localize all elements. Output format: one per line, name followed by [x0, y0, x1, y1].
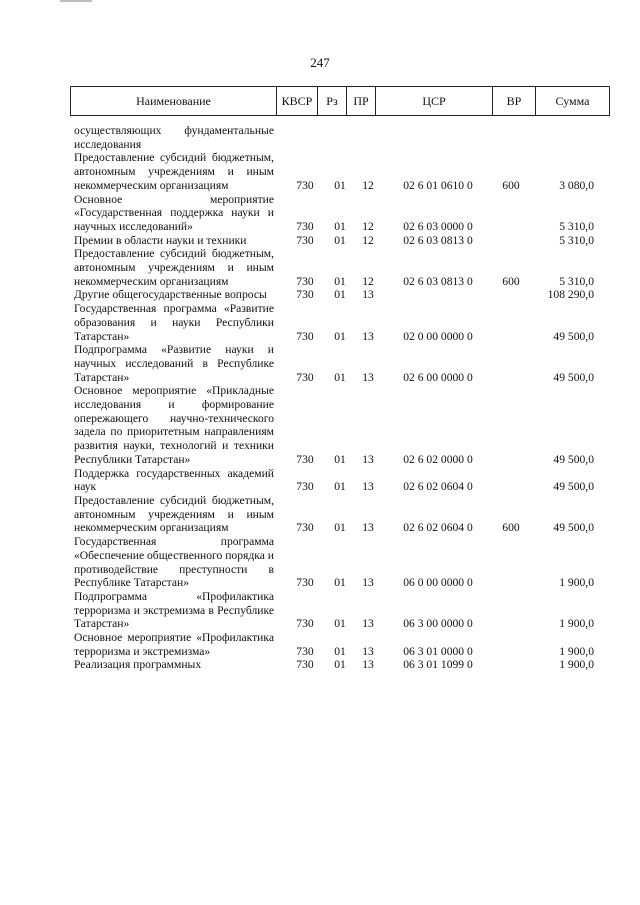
cell-name: Предоставление субсидий бюджетным, автономным учреждениям и иным некоммерческим организациям — [74, 151, 274, 192]
cell-csr: 06 3 01 0000 0 — [403, 644, 473, 658]
scan-mark — [60, 0, 92, 2]
cell-csr: 02 6 02 0604 0 — [403, 521, 473, 535]
cell-pr: 13 — [362, 370, 374, 384]
cell-pr: 12 — [362, 274, 374, 288]
cell-rz: 01 — [334, 617, 346, 631]
cell-kvsr: 730 — [296, 480, 314, 494]
cell-sum: 49 500,0 — [553, 329, 594, 343]
cell-csr: 02 6 01 0610 0 — [403, 178, 473, 192]
cell-kvsr: 730 — [296, 329, 314, 343]
cell-csr: 02 6 03 0813 0 — [403, 233, 473, 247]
cell-sum: 1 900,0 — [559, 576, 594, 590]
header-sum: Сумма — [555, 93, 590, 108]
cell-name: Другие общегосударственные вопросы — [74, 288, 267, 302]
cell-pr: 13 — [362, 480, 374, 494]
cell-kvsr: 730 — [296, 233, 314, 247]
table-row — [74, 384, 594, 466]
table-row — [74, 234, 594, 248]
table-row — [74, 494, 594, 535]
cell-pr: 12 — [362, 219, 374, 233]
cell-sum: 49 500,0 — [553, 480, 594, 494]
cell-name: Предоставление субсидий бюджетным, автономным учреждениям и иным некоммерческим организациям — [74, 493, 274, 535]
cell-vr: 600 — [502, 178, 520, 192]
cell-name: Государственная программа «Обеспечение общественного порядка и противодействие преступности в Республике Татарстан» — [74, 535, 274, 590]
cell-rz: 01 — [334, 658, 346, 672]
cell-pr: 13 — [362, 576, 374, 590]
cell-name: Государственная программа «Развитие образования и науки Республики Татарстан» — [74, 302, 274, 343]
cell-sum: 49 500,0 — [553, 370, 594, 384]
cell-sum: 5 310,0 — [559, 274, 594, 288]
cell-csr: 06 3 01 1099 0 — [403, 658, 473, 672]
cell-pr: 13 — [362, 329, 374, 343]
header-name: Наименование — [71, 87, 277, 115]
cell-name: Премии в области науки и техники — [74, 233, 247, 247]
table-row — [74, 535, 594, 590]
table-row — [74, 124, 594, 151]
cell-vr: 600 — [502, 274, 520, 288]
cell-rz: 01 — [334, 370, 346, 384]
cell-rz: 01 — [334, 452, 346, 466]
cell-rz: 01 — [334, 178, 346, 192]
cell-rz: 01 — [334, 521, 346, 535]
table-row — [74, 288, 594, 302]
table-row — [74, 590, 594, 631]
cell-pr: 13 — [362, 452, 374, 466]
header-rz: Рз — [318, 87, 347, 115]
table-row — [74, 302, 594, 343]
cell-rz: 01 — [334, 219, 346, 233]
cell-name: Подпрограмма «Профилактика терроризма и экстремизма в Республике Татарстан» — [74, 589, 274, 631]
cell-sum: 3 080,0 — [559, 178, 594, 192]
cell-kvsr: 730 — [296, 576, 314, 590]
cell-sum: 1 900,0 — [559, 644, 594, 658]
cell-sum: 1 900,0 — [559, 658, 594, 672]
cell-sum: 5 310,0 — [559, 233, 594, 247]
cell-sum: 49 500,0 — [553, 521, 594, 535]
header-pr: ПР — [347, 87, 376, 115]
cell-kvsr: 730 — [296, 288, 314, 302]
cell-rz: 01 — [334, 576, 346, 590]
cell-csr: 06 3 00 0000 0 — [403, 617, 473, 631]
cell-csr: 06 0 00 0000 0 — [403, 576, 473, 590]
cell-sum: 108 290,0 — [547, 288, 594, 302]
cell-kvsr: 730 — [296, 452, 314, 466]
cell-sum: 49 500,0 — [553, 452, 594, 466]
table-header — [70, 86, 610, 116]
cell-pr: 13 — [362, 288, 374, 302]
cell-rz: 01 — [334, 480, 346, 494]
cell-kvsr: 730 — [296, 658, 314, 672]
cell-kvsr: 730 — [296, 617, 314, 631]
cell-csr: 02 0 00 0000 0 — [403, 329, 473, 343]
cell-csr: 02 6 03 0000 0 — [403, 219, 473, 233]
cell-name: Поддержка государственных академий наук — [74, 466, 274, 494]
cell-name: Основное мероприятие «Государственная поддержка науки и научных исследований» — [74, 192, 274, 233]
cell-vr: 600 — [502, 521, 520, 535]
table-body — [74, 124, 594, 672]
table-row — [74, 467, 594, 494]
header-vr: ВР — [493, 87, 536, 115]
header-kvsr: КВСР — [277, 87, 318, 115]
cell-rz: 01 — [334, 644, 346, 658]
cell-kvsr: 730 — [296, 644, 314, 658]
cell-rz: 01 — [334, 274, 346, 288]
cell-kvsr: 730 — [296, 178, 314, 192]
page-number: 247 — [310, 55, 330, 70]
cell-pr: 13 — [362, 658, 374, 672]
cell-pr: 13 — [362, 644, 374, 658]
cell-rz: 01 — [334, 288, 346, 302]
cell-rz: 01 — [334, 329, 346, 343]
table-row — [74, 631, 594, 658]
cell-pr: 13 — [362, 521, 374, 535]
cell-rz: 01 — [334, 233, 346, 247]
cell-kvsr: 730 — [296, 370, 314, 384]
cell-pr: 13 — [362, 617, 374, 631]
table-row — [74, 247, 594, 288]
table-row — [74, 343, 594, 384]
cell-pr: 12 — [362, 233, 374, 247]
cell-name: Основное мероприятие «Прикладные исследования и формирование опережающего научно-технического задела по приоритетным направлениям развития науки, технологий и техники Республики Татарстан» — [74, 384, 274, 466]
cell-csr: 02 6 00 0000 0 — [403, 370, 473, 384]
table-row — [74, 658, 594, 672]
cell-name: Подпрограмма «Развитие науки и научных исследований в Республике Татарстан» — [74, 343, 274, 384]
cell-kvsr: 730 — [296, 274, 314, 288]
cell-csr: 02 6 02 0604 0 — [403, 480, 473, 494]
cell-csr: 02 6 03 0813 0 — [403, 274, 473, 288]
cell-sum: 1 900,0 — [559, 617, 594, 631]
cell-csr: 02 6 02 0000 0 — [403, 452, 473, 466]
table-row — [74, 151, 594, 192]
cell-kvsr: 730 — [296, 219, 314, 233]
header-csr: ЦСР — [376, 87, 493, 115]
table-row — [74, 193, 594, 234]
cell-kvsr: 730 — [296, 521, 314, 535]
cell-name: Реализация программных — [74, 658, 202, 672]
cell-name: осуществляющих фундаментальные исследования — [74, 124, 274, 151]
cell-name: Основное мероприятие «Профилактика терроризма и экстремизма» — [74, 631, 274, 658]
cell-sum: 5 310,0 — [559, 219, 594, 233]
cell-pr: 12 — [362, 178, 374, 192]
cell-name: Предоставление субсидий бюджетным, автономным учреждениям и иным некоммерческим организациям — [74, 247, 274, 288]
